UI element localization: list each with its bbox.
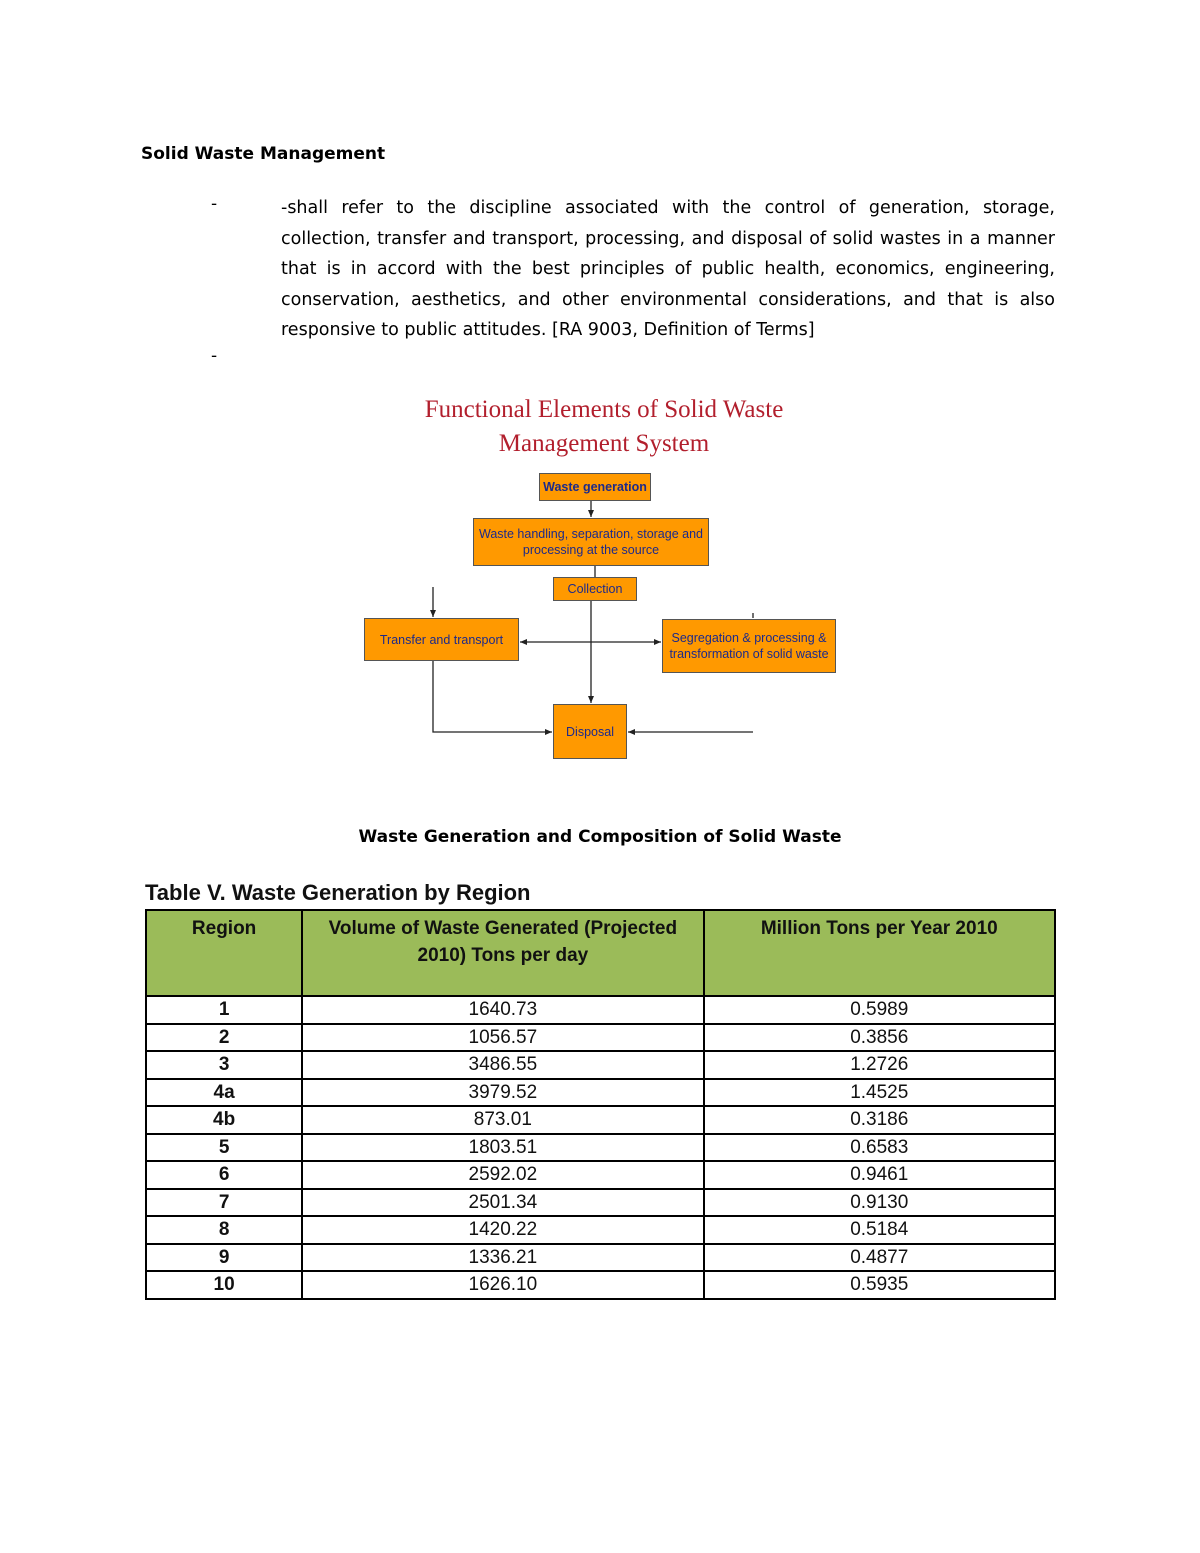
table-row xyxy=(146,1271,1055,1299)
cell-million-tons: 0.5184 xyxy=(704,1216,1055,1244)
cell-million-tons: 0.6583 xyxy=(704,1134,1055,1162)
header-volume: Volume of Waste Generated (Projected 2010) Tons per day xyxy=(302,910,703,996)
cell-million-tons: 0.9130 xyxy=(704,1189,1055,1217)
table-title: Table V. Waste Generation by Region xyxy=(145,880,531,905)
cell-volume: 3979.52 xyxy=(302,1079,703,1107)
cell-million-tons: 0.4877 xyxy=(704,1244,1055,1272)
bullet-dash: - xyxy=(211,346,218,366)
cell-region: 8 xyxy=(146,1216,302,1244)
box-waste-handling: Waste handling, separation, storage and processing at the source xyxy=(473,518,709,566)
cell-volume: 2501.34 xyxy=(302,1189,703,1217)
cell-volume: 1056.57 xyxy=(302,1024,703,1052)
cell-million-tons: 0.3186 xyxy=(704,1106,1055,1134)
cell-region: 9 xyxy=(146,1244,302,1272)
table-row xyxy=(146,1079,1055,1107)
box-disposal: Disposal xyxy=(553,704,627,759)
cell-million-tons: 0.3856 xyxy=(704,1024,1055,1052)
cell-million-tons: 1.2726 xyxy=(704,1051,1055,1079)
cell-million-tons: 0.5935 xyxy=(704,1271,1055,1299)
box-segregation-processing: Segregation & processing & transformation of solid waste xyxy=(662,619,836,673)
diagram-title-line2: Management System xyxy=(498,430,710,457)
cell-volume: 1336.21 xyxy=(302,1244,703,1272)
box-waste-generation: Waste generation xyxy=(539,473,651,501)
table-row xyxy=(146,1134,1055,1162)
cell-volume: 1626.10 xyxy=(302,1271,703,1299)
table-header-row xyxy=(146,910,1055,996)
cell-region: 2 xyxy=(146,1024,302,1052)
cell-million-tons: 0.5989 xyxy=(704,996,1055,1024)
cell-volume: 1640.73 xyxy=(302,996,703,1024)
cell-volume: 1420.22 xyxy=(302,1216,703,1244)
table-row xyxy=(146,1051,1055,1079)
table-row xyxy=(146,1161,1055,1189)
cell-million-tons: 0.9461 xyxy=(704,1161,1055,1189)
arrow-transfer-to-disposal xyxy=(433,661,552,732)
cell-region: 10 xyxy=(146,1271,302,1299)
cell-region: 4a xyxy=(146,1079,302,1107)
diagram-title-line1: Functional Elements of Solid Waste xyxy=(424,396,784,423)
header-region: Region xyxy=(146,910,302,996)
box-transfer-transport: Transfer and transport xyxy=(364,618,519,661)
box-collection: Collection xyxy=(553,577,637,601)
page-heading: Solid Waste Management xyxy=(141,144,386,164)
cell-volume: 2592.02 xyxy=(302,1161,703,1189)
cell-region: 1 xyxy=(146,996,302,1024)
cell-region: 3 xyxy=(146,1051,302,1079)
cell-volume: 3486.55 xyxy=(302,1051,703,1079)
header-million-tons: Million Tons per Year 2010 xyxy=(704,910,1055,996)
table-row xyxy=(146,1189,1055,1217)
cell-million-tons: 1.4525 xyxy=(704,1079,1055,1107)
bullet-dash: - xyxy=(211,194,218,214)
table-row xyxy=(146,1024,1055,1052)
cell-region: 5 xyxy=(146,1134,302,1162)
cell-region: 4b xyxy=(146,1106,302,1134)
table-row xyxy=(146,1106,1055,1134)
cell-region: 6 xyxy=(146,1161,302,1189)
section-title: Waste Generation and Composition of Solid Waste xyxy=(358,827,842,847)
waste-generation-table xyxy=(145,909,1056,1300)
table-row xyxy=(146,996,1055,1024)
cell-volume: 873.01 xyxy=(302,1106,703,1134)
cell-volume: 1803.51 xyxy=(302,1134,703,1162)
table-row xyxy=(146,1244,1055,1272)
table-row xyxy=(146,1216,1055,1244)
definition-text: -shall refer to the discipline associated with the control of generation, storage, collection, transfer and transport, processing, and disposal of solid wastes in a manner that is in accord with the best principles of public health, economics, engineering, conservation, aesthetics, and other environmental considerations, and that is also responsive to public attitudes. [RA 9003, Definition of Terms] xyxy=(281,198,1055,341)
cell-region: 7 xyxy=(146,1189,302,1217)
